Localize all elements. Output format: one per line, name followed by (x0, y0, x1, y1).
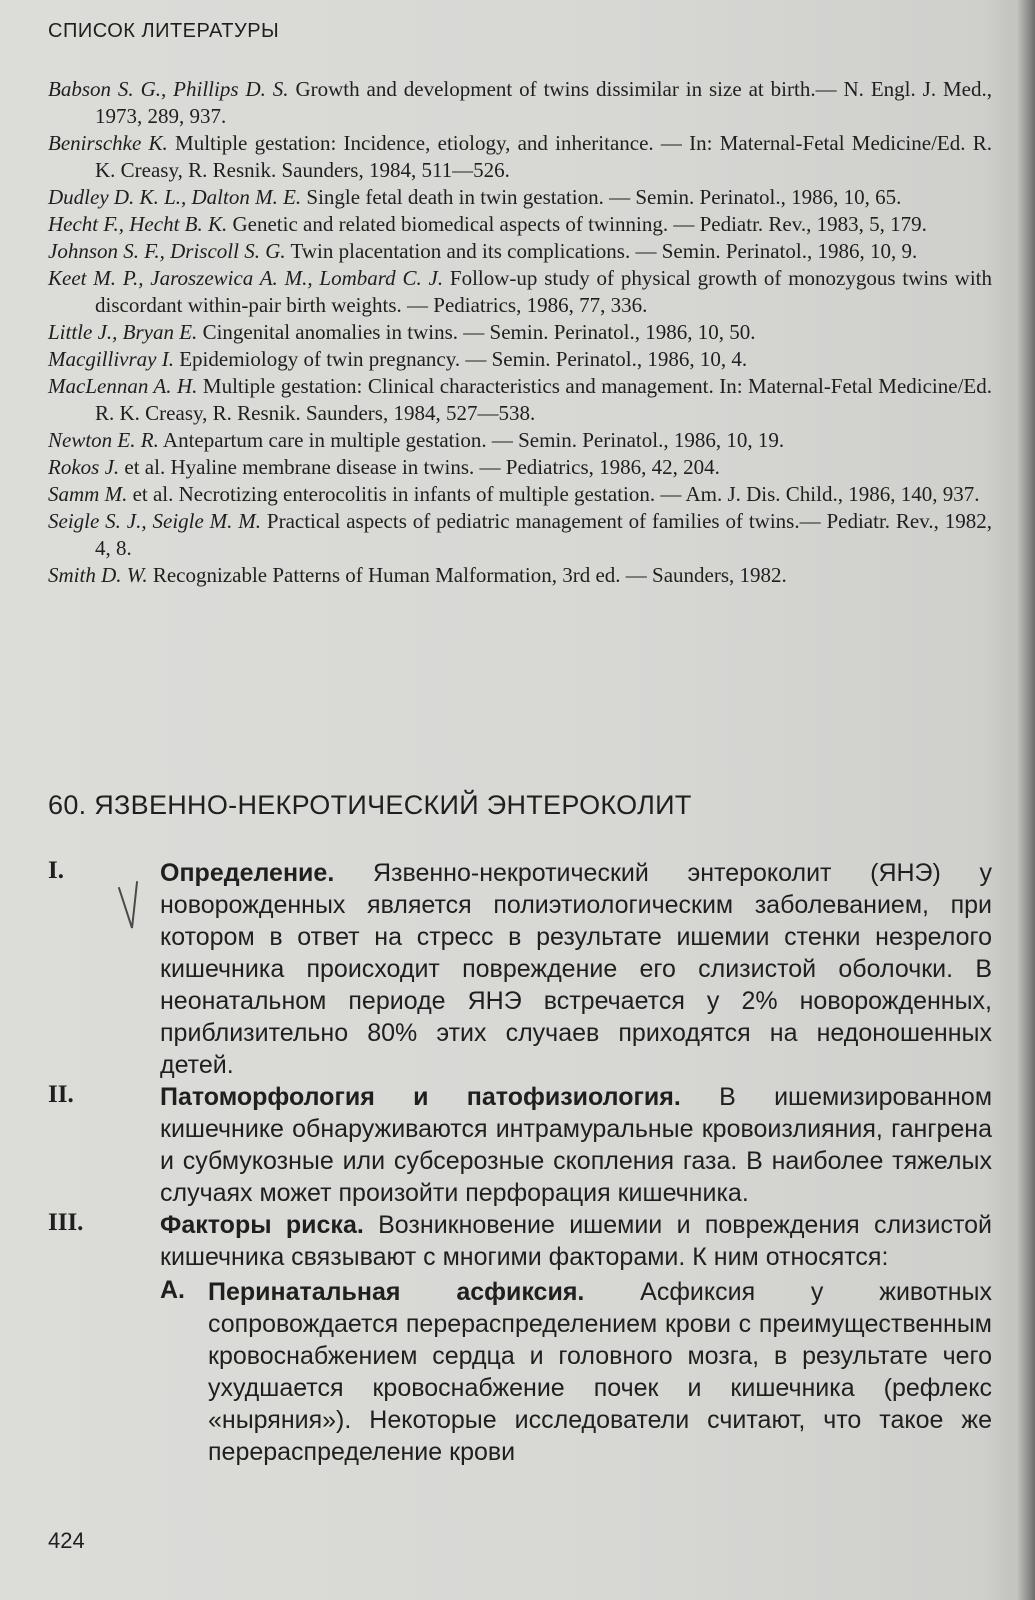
reference-text: Single fetal death in twin gestation. — Semin. Perinatol., 1986, 10, 65. (306, 185, 902, 209)
subitem-text: Асфиксия у животных сопровождается перераспределением крови с преимущественным кровоснабжением сердца и головного мозга, в результате чего ухудшается кровоснабжение почек и кишечника (рефлекс «ныряния»). Некоторые исследователи считают, что такое же перераспределение крови (208, 1278, 992, 1466)
numbered-item (48, 857, 992, 1081)
reference-text: et al. Hyaline membrane disease in twins. — Pediatrics, 1986, 42, 204. (124, 455, 720, 479)
reference-authors: Benirschke K. (48, 131, 168, 155)
reference-text: Multiple gestation: Clinical characteristics and management. In: Maternal-Fetal Medicine/Ed. R. K. Creasy, R. Resnik. Saunders, 1984, 527—538. (95, 374, 992, 425)
reference-authors: Samm M. (48, 482, 128, 506)
reference-entry (48, 454, 992, 481)
reference-entry (48, 265, 992, 319)
page-number: 424 (48, 1528, 85, 1553)
reference-authors: Hecht F., Hecht B. K. (48, 212, 228, 236)
reference-authors: Little J., Bryan E. (48, 320, 198, 344)
reference-list (48, 76, 992, 589)
reference-entry (48, 481, 992, 508)
reference-entry (48, 373, 992, 427)
reference-entry (48, 508, 992, 562)
item-number: III. (48, 1209, 84, 1236)
item-paragraph (160, 857, 992, 1081)
reference-text: Follow-up study of physical growth of monozygous twins with discordant within-pair birth weights. — Pediatrics, 1986, 77, 336. (95, 266, 992, 317)
subitem-letter: А. (160, 1276, 185, 1304)
item-heading: Факторы риска. (160, 1211, 364, 1239)
reference-authors: Macgillivray I. (48, 347, 174, 371)
reference-authors: MacLennan A. H. (48, 374, 198, 398)
numbered-item (48, 1209, 992, 1273)
item-number: I. (48, 857, 64, 884)
reference-authors: Keet M. P., Jaroszewica A. M., Lombard C. J. (48, 266, 444, 290)
reference-text: Cingenital anomalies in twins. — Semin. Perinatol., 1986, 10, 50. (202, 320, 756, 344)
item-text: Возникновение ишемии и повреждения слизистой кишечника связывают с многими факторами. К ним относятся: (160, 1211, 992, 1271)
reference-text: et al. Necrotizing enterocolitis in infants of multiple gestation. — Am. J. Dis. Child., 1986, 140, 937. (132, 482, 980, 506)
reference-authors: Smith D. W. (48, 563, 148, 587)
item-number: II. (48, 1081, 74, 1108)
item-text: В ишемизированном кишечнике обнаруживаются интрамуральные кровоизлияния, гангрена и субмукозные или субсерозные скопления газа. В наиболее тяжелых случаях может произойти перфорация кишечника. (160, 1083, 993, 1207)
section-body (48, 857, 992, 1468)
running-head: СПИСОК ЛИТЕРАТУРЫ (48, 20, 280, 42)
reference-text: Epidemiology of twin pregnancy. — Semin. Perinatol., 1986, 10, 4. (179, 347, 748, 371)
subitem-heading: Перинатальная асфиксия. (208, 1278, 585, 1306)
reference-entry (48, 184, 992, 211)
subitem-paragraph (208, 1276, 992, 1468)
reference-entry (48, 562, 992, 589)
reference-text: Twin placentation and its complications. — Semin. Perinatol., 1986, 10, 9. (290, 239, 918, 263)
reference-entry (48, 427, 992, 454)
item-paragraph (160, 1209, 992, 1273)
section-title: 60. ЯЗВЕННО-НЕКРОТИЧЕСКИЙ ЭНТЕРОКОЛИТ (48, 790, 692, 820)
reference-authors: Dudley D. K. L., Dalton M. E. (48, 185, 302, 209)
reference-entry (48, 319, 992, 346)
reference-text: Antepartum care in multiple gestation. — Semin. Perinatol., 1986, 10, 19. (162, 428, 785, 452)
reference-entry (48, 130, 992, 184)
numbered-item (48, 1081, 992, 1209)
reference-text: Multiple gestation: Incidence, etiology, and inheritance. — In: Maternal-Fetal Medicine/Ed. R. K. Creasy, R. Resnik. Saunders, 1984, 511—526. (95, 131, 992, 182)
reference-authors: Newton E. R. (48, 428, 159, 452)
reference-text: Practical aspects of pediatric management of families of twins.— Pediatr. Rev., 1982, 4, 8. (95, 509, 992, 560)
reference-text: Recognizable Patterns of Human Malformation, 3rd ed. — Saunders, 1982. (152, 563, 787, 587)
item-text: Язвенно-некротический энтероколит (ЯНЭ) у новорожденных является полиэтиологическим заболеванием, при котором в ответ на стресс в результате ишемии стенки незрелого кишечника происходит повреждение его слизистой оболочки. В неонатальном периоде ЯНЭ встречается у 2% новорожденных, приблизительно 80% этих случаев приходятся на недоношенных детей. (160, 859, 992, 1079)
reference-authors: Johnson S. F., Driscoll S. G. (48, 239, 286, 263)
item-heading: Определение. (160, 859, 335, 887)
reference-authors: Babson S. G., Phillips D. S. (48, 77, 289, 101)
reference-entry (48, 238, 992, 265)
reference-entry (48, 346, 992, 373)
page-edge-shadow (1005, 0, 1035, 1600)
reference-authors: Rokos J. (48, 455, 120, 479)
reference-text: Growth and development of twins dissimilar in size at birth.— N. Engl. J. Med., 1973, 289, 937. (95, 77, 992, 128)
item-heading: Патоморфология и патофизиология. (160, 1083, 681, 1111)
reference-entry (48, 76, 992, 130)
reference-authors: Seigle S. J., Seigle M. M. (48, 509, 262, 533)
lettered-subitem (48, 1276, 992, 1468)
reference-text: Genetic and related biomedical aspects of twinning. — Pediatr. Rev., 1983, 5, 179. (232, 212, 927, 236)
item-paragraph (160, 1081, 992, 1209)
reference-entry (48, 211, 992, 238)
